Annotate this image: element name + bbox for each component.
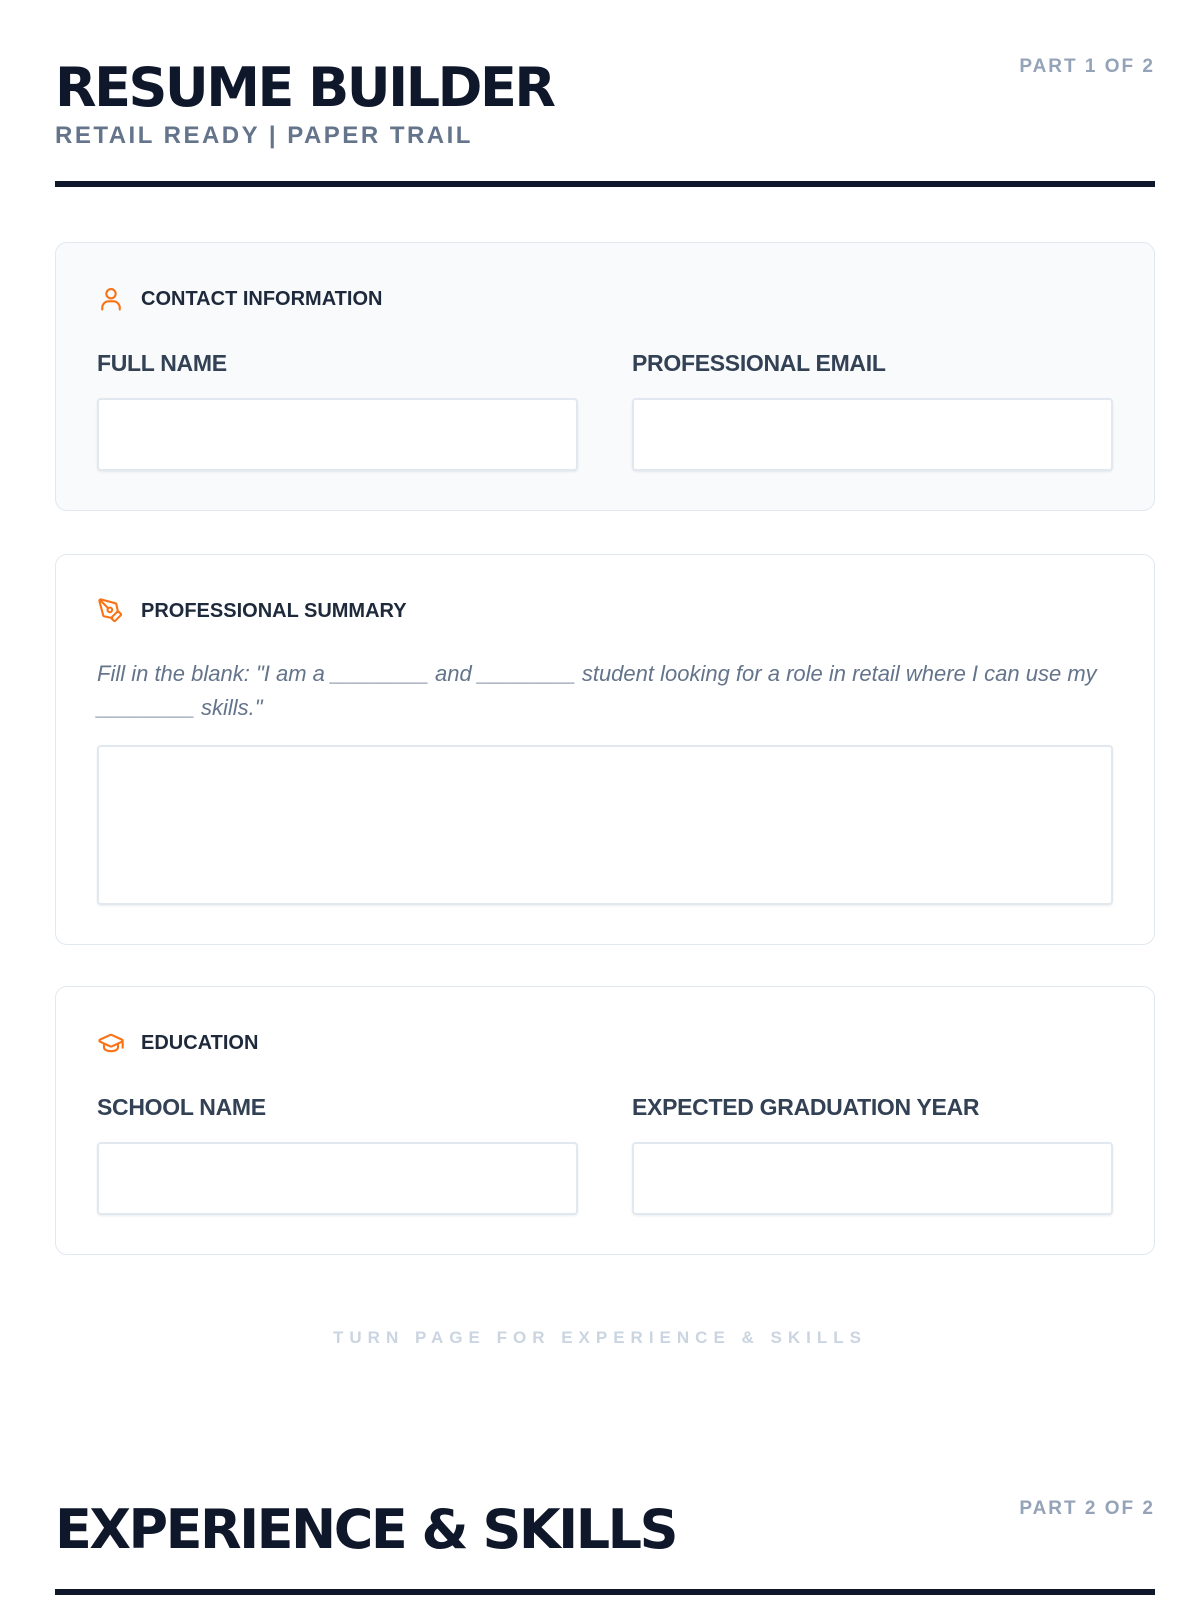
school-name-label: SCHOOL NAME xyxy=(97,1094,266,1120)
education-section-title: EDUCATION xyxy=(141,1031,259,1054)
turn-page-note: TURN PAGE FOR EXPERIENCE & SKILLS xyxy=(333,1328,867,1347)
user-icon xyxy=(97,285,125,313)
school-name-input[interactable] xyxy=(97,1142,578,1215)
graduation-year-label: EXPECTED GRADUATION YEAR xyxy=(632,1094,980,1120)
page-two-part-indicator: PART 2 OF 2 xyxy=(1019,1498,1155,1519)
pen-tool-icon xyxy=(97,597,125,625)
professional-email-label: PROFESSIONAL EMAIL xyxy=(632,350,886,376)
graduation-year-input[interactable] xyxy=(632,1142,1113,1215)
professional-summary-section xyxy=(55,554,1155,945)
page-two-divider xyxy=(55,1589,1155,1595)
page-two-title: EXPERIENCE & SKILLS xyxy=(55,1498,676,1561)
part-indicator: PART 1 OF 2 xyxy=(1019,56,1155,77)
full-name-label: FULL NAME xyxy=(97,350,227,376)
contact-information-section xyxy=(55,242,1155,511)
contact-section-header xyxy=(97,285,382,313)
header-divider xyxy=(55,181,1155,187)
full-name-input[interactable] xyxy=(97,398,578,471)
summary-section-header xyxy=(97,597,407,625)
education-section xyxy=(55,986,1155,1255)
professional-summary-textarea[interactable] xyxy=(97,745,1113,905)
graduation-cap-icon xyxy=(97,1029,125,1057)
page-header xyxy=(55,56,1155,150)
summary-hint-text: Fill in the blank: "I am a ________ and ________ student looking for a role in retail where I can use my ________ skills." xyxy=(97,661,1097,720)
page-two-header xyxy=(55,1498,1155,1562)
summary-section-title: PROFESSIONAL SUMMARY xyxy=(141,599,407,622)
page-title: RESUME BUILDER xyxy=(55,56,554,119)
contact-section-title: CONTACT INFORMATION xyxy=(141,287,383,310)
education-section-header xyxy=(97,1029,258,1057)
professional-email-input[interactable] xyxy=(632,398,1113,471)
page-subtitle: RETAIL READY | PAPER TRAIL xyxy=(55,122,473,149)
